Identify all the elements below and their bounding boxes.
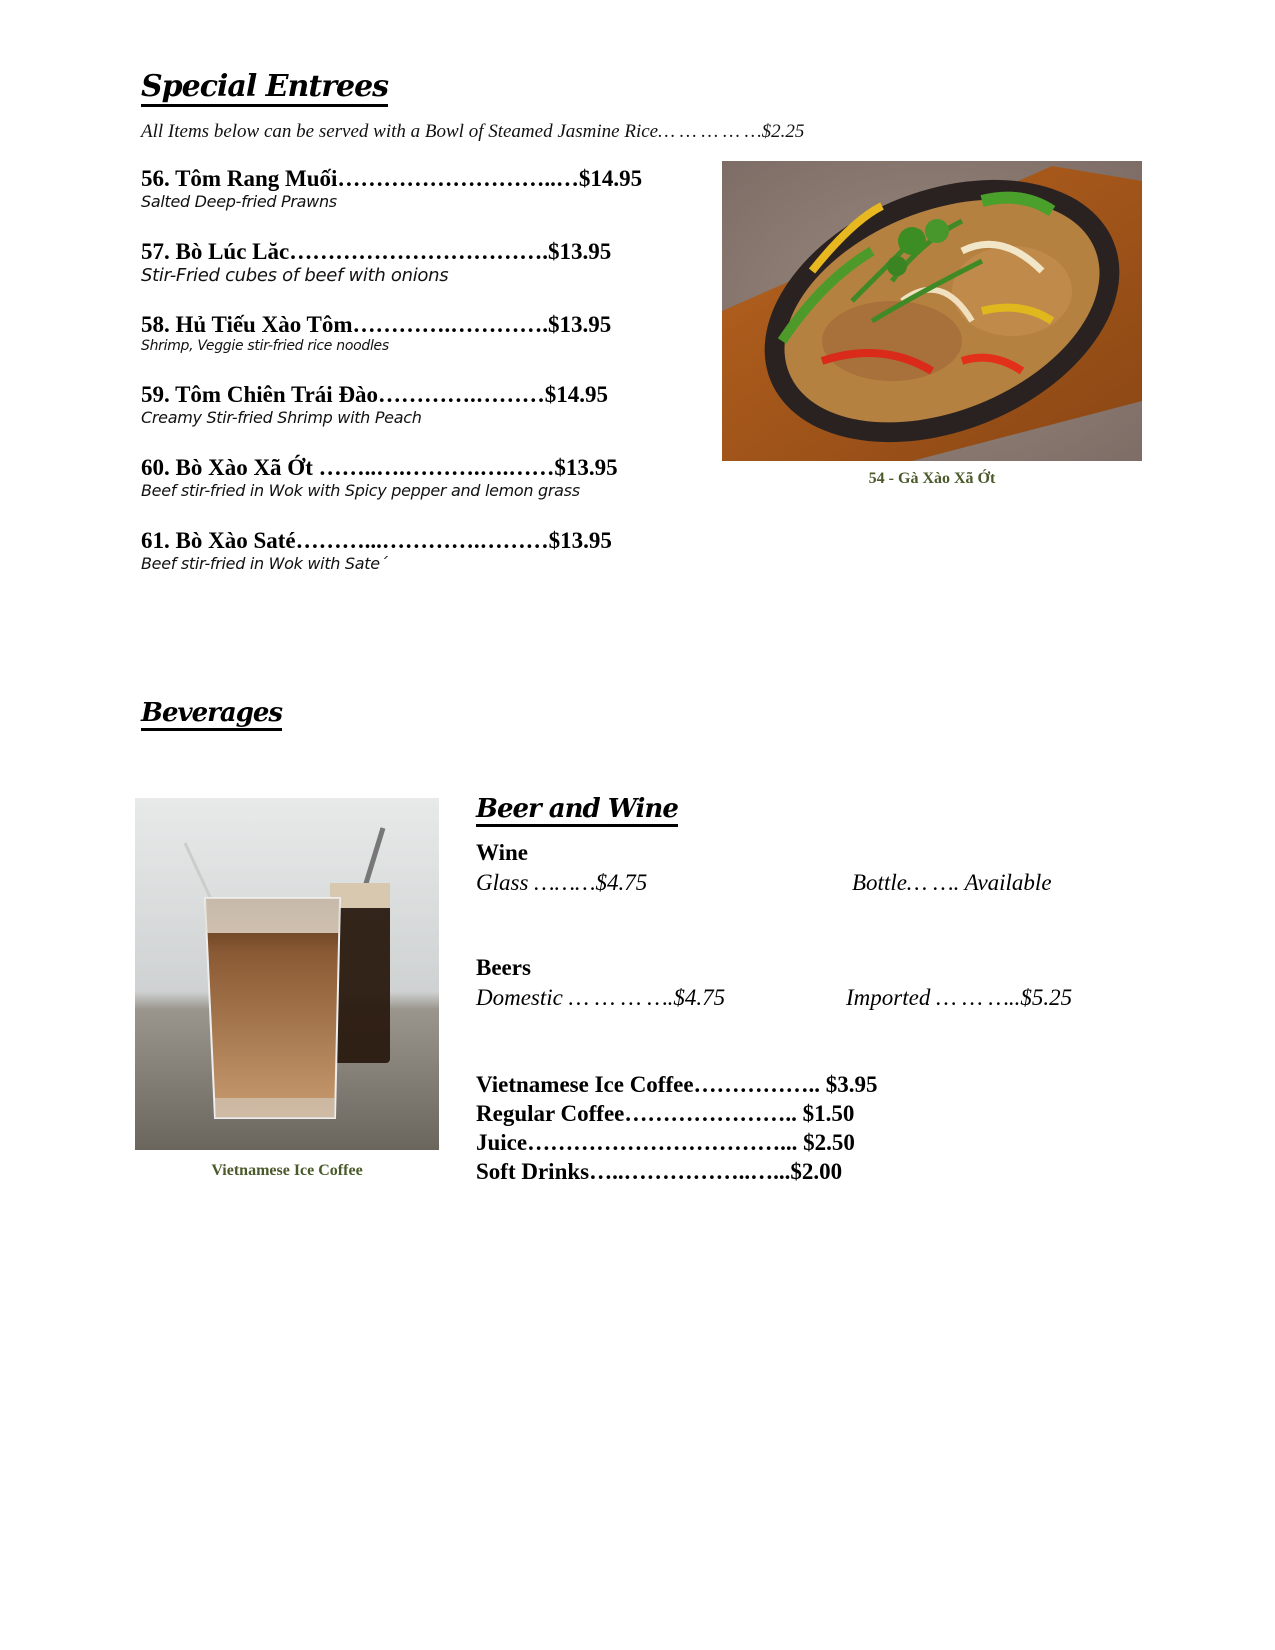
entree-photo [722, 161, 1142, 461]
menu-item-name: 57. Bò Lúc Lăc…………………………….$13.95 [141, 239, 612, 264]
wine-heading: Wine [476, 840, 528, 865]
entree-list [141, 166, 642, 601]
menu-item [141, 528, 642, 601]
drink-item: Regular Coffee………………….. $1.50 [476, 1101, 855, 1126]
menu-item-desc: Shrimp, Veggie stir-fried rice noodles [141, 338, 389, 354]
rice-note: All Items below can be served with a Bowl of Steamed Jasmine Rice… … … … …$2.25 [141, 121, 805, 142]
menu-item-name: 60. Bò Xào Xã Ớt ……..….……….….……$13.95 [141, 455, 618, 480]
menu-item-name: 58. Hủ Tiếu Xào Tôm………….………….$13.95 [141, 312, 612, 337]
menu-item-name: 61. Bò Xào Saté………...………….………$13.95 [141, 528, 612, 553]
drink-item: Soft Drinks…..……………..…...$2.00 [476, 1159, 843, 1184]
drink-item: Vietnamese Ice Coffee…………….. $3.95 [476, 1072, 878, 1097]
beverages-title: Beverages [141, 700, 282, 731]
menu-item [141, 312, 642, 382]
menu-item-name: 59. Tôm Chiên Trái Đào………….………$14.95 [141, 382, 609, 407]
menu-item [141, 166, 642, 239]
menu-item-desc: Beef stir-fried in Wok with Spicy pepper and lemon grass [141, 481, 580, 500]
menu-item-desc: Beef stir-fried in Wok with Sate´ [141, 554, 388, 573]
wine-glass-price: Glass ………$4.75 [476, 870, 648, 895]
beer-imported-price: Imported … … …..$5.25 [846, 985, 1073, 1010]
beer-and-wine-title: Beer and Wine [476, 796, 678, 827]
sizzling-plate-image [722, 161, 1142, 461]
menu-item-desc: Salted Deep-fried Prawns [141, 192, 337, 211]
coffee-photo-caption: Vietnamese Ice Coffee [211, 1162, 363, 1179]
menu-item-desc: Creamy Stir-fried Shrimp with Peach [141, 408, 422, 427]
iced-coffee-image [135, 798, 439, 1150]
drinks-list [476, 1070, 878, 1186]
menu-item-name: 56. Tôm Rang Muối………………………..…$14.95 [141, 166, 643, 191]
beer-domestic-price: Domestic … … … ….$4.75 [476, 985, 726, 1010]
special-entrees-title: Special Entrees [141, 72, 388, 107]
beers-heading: Beers [476, 955, 531, 980]
menu-item [141, 455, 642, 528]
entree-photo-caption: 54 - Gà Xào Xã Ớt [868, 470, 996, 487]
menu-item [141, 239, 642, 312]
wine-bottle-price: Bottle… …. Available [852, 870, 1052, 895]
menu-item-desc: Stir-Fried cubes of beef with onions [141, 265, 449, 286]
menu-item [141, 382, 642, 455]
drink-item: Juice……………………………... $2.50 [476, 1130, 855, 1155]
coffee-photo [135, 798, 439, 1150]
